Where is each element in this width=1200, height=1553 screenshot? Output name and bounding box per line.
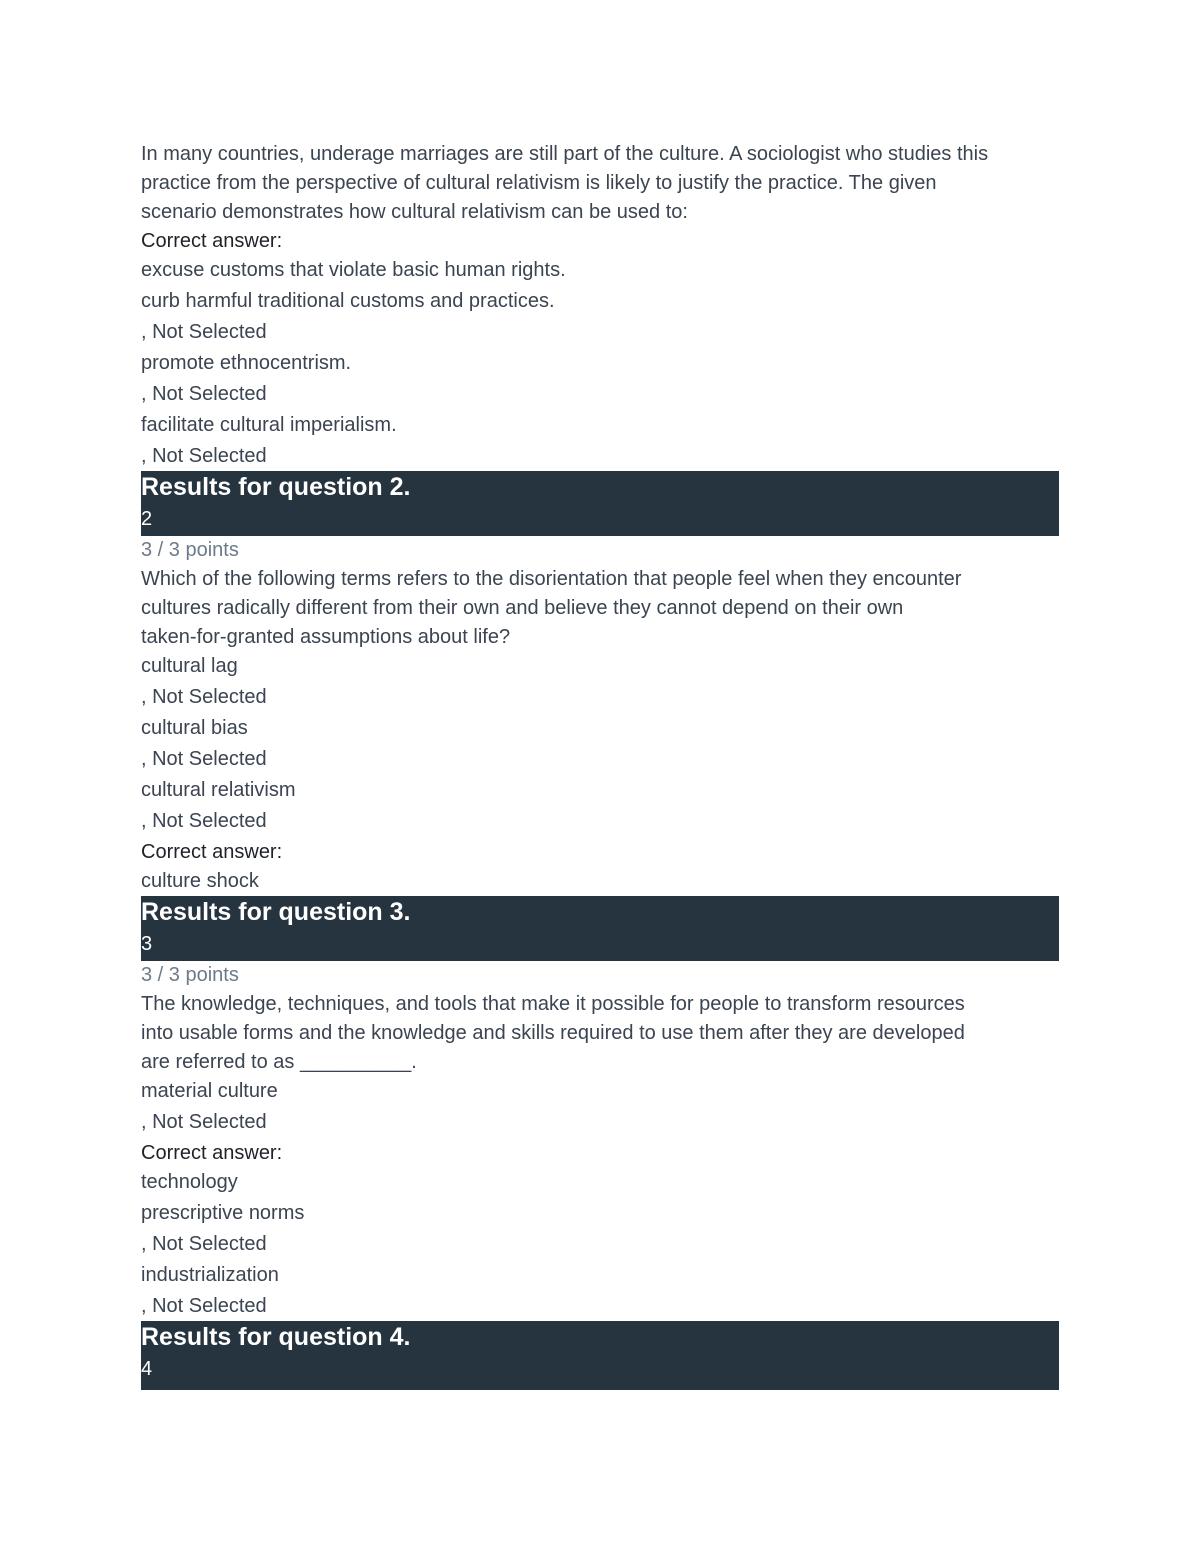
answer-option: technology — [141, 1171, 238, 1193]
correct-answer-label: Correct answer: — [141, 1142, 283, 1164]
question-2-text-line: taken-for-granted assumptions about life? — [141, 626, 511, 648]
not-selected-label: , Not Selected — [141, 321, 267, 343]
points-score: 3 / 3 points — [141, 964, 239, 986]
question-2-results-header — [141, 471, 1059, 536]
question-3-text-line: The knowledge, techniques, and tools that make it possible for people to transform resources — [141, 993, 965, 1015]
question-3-text-line: into usable forms and the knowledge and skills required to use them after they are developed — [141, 1022, 965, 1044]
answer-option: cultural lag — [141, 655, 238, 677]
question-number: 2 — [141, 508, 153, 530]
answer-option: facilitate cultural imperialism. — [141, 414, 397, 436]
answer-option: cultural bias — [141, 717, 248, 739]
answer-option: cultural relativism — [141, 779, 296, 801]
not-selected-label: , Not Selected — [141, 1295, 267, 1317]
question-1-text-line: practice from the perspective of cultural relativism is likely to justify the practice. The given — [141, 172, 937, 194]
question-3-text-line: are referred to as __________. — [141, 1051, 417, 1073]
not-selected-label: , Not Selected — [141, 1233, 267, 1255]
answer-option: promote ethnocentrism. — [141, 352, 352, 374]
not-selected-label: , Not Selected — [141, 445, 267, 467]
quiz-results — [141, 140, 1059, 1390]
points-score: 3 / 3 points — [141, 539, 239, 561]
not-selected-label: , Not Selected — [141, 748, 267, 770]
not-selected-label: , Not Selected — [141, 810, 267, 832]
results-heading: Results for question 2. — [141, 473, 411, 501]
not-selected-label: , Not Selected — [141, 1111, 267, 1133]
correct-answer-label: Correct answer: — [141, 841, 283, 863]
not-selected-label: , Not Selected — [141, 383, 267, 405]
question-2-text-line: Which of the following terms refers to the disorientation that people feel when they encounter — [141, 568, 962, 590]
results-heading: Results for question 3. — [141, 898, 411, 926]
question-2-text-line: cultures radically different from their own and believe they cannot depend on their own — [141, 597, 904, 619]
question-1-text-line: scenario demonstrates how cultural relativism can be used to: — [141, 201, 688, 223]
correct-answer-label: Correct answer: — [141, 230, 283, 252]
answer-option: excuse customs that violate basic human rights. — [141, 259, 566, 281]
question-1-text-line: In many countries, underage marriages are still part of the culture. A sociologist who studies this — [141, 143, 989, 165]
answer-option: prescriptive norms — [141, 1202, 305, 1224]
not-selected-label: , Not Selected — [141, 686, 267, 708]
question-number: 3 — [141, 933, 153, 955]
question-number: 4 — [141, 1358, 153, 1380]
answer-option: culture shock — [141, 870, 259, 892]
answer-option: industrialization — [141, 1264, 279, 1286]
question-1-block — [141, 140, 1059, 471]
question-2-block — [141, 536, 1059, 896]
answer-option: material culture — [141, 1080, 278, 1102]
question-3-block — [141, 961, 1059, 1321]
results-heading: Results for question 4. — [141, 1323, 411, 1351]
question-4-results-header — [141, 1321, 1059, 1390]
question-3-results-header — [141, 896, 1059, 961]
answer-option: curb harmful traditional customs and practices. — [141, 290, 555, 312]
